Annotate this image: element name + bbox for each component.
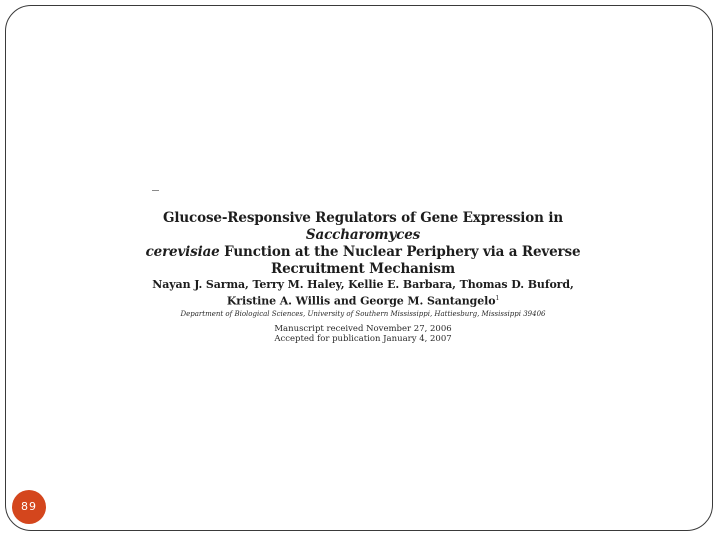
paper-affiliation: Department of Biological Sciences, University of Southern Mississippi, Hattiesburg, Mississippi 39406 — [180, 310, 546, 318]
authors-line2: Kristine A. Willis and George M. Santangelo — [226, 294, 496, 308]
paper-title-page-image — [128, 186, 598, 352]
authors-line1: Nayan J. Sarma, Terry M. Haley, Kellie E. Barbara, Thomas D. Buford, — [152, 278, 574, 291]
author-footnote-mark: 1 — [495, 295, 500, 302]
title-species-epithet: cerevisiae — [145, 244, 220, 260]
title-species-genus: Saccharomyces — [305, 227, 421, 243]
accepted-date: Accepted for publication January 4, 2007 — [274, 334, 452, 344]
paper-authors — [148, 278, 578, 309]
title-part2: Function at the Nuclear Periphery via a Reverse Recruitment Mechanism — [219, 244, 581, 277]
title-part1: Glucose-Responsive Regulators of Gene Expression in — [163, 210, 563, 226]
page-number-badge: 89 — [12, 490, 46, 524]
paper-title — [132, 210, 594, 278]
paper-dates — [188, 324, 538, 344]
received-date: Manuscript received November 27, 2006 — [274, 324, 452, 334]
